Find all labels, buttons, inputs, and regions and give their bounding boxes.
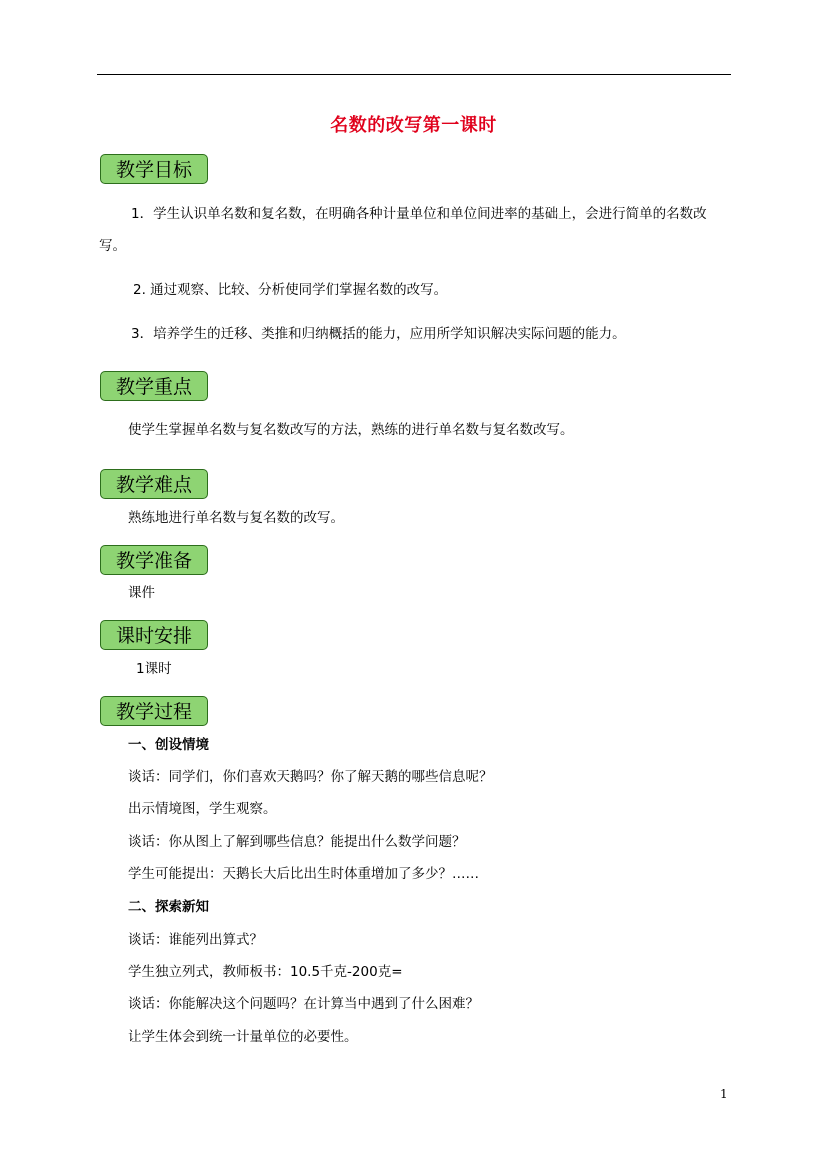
process-line: 学生可能提出：天鹅长大后比出生时体重增加了多少？…… [128, 866, 479, 882]
process-line: 谈话：你从图上了解到哪些信息？能提出什么数学问题？ [128, 834, 466, 850]
schedule-text: 1课时 [136, 661, 172, 677]
difficulty-text: 熟练地进行单名数与复名数的改写。 [128, 510, 344, 526]
section-heading-schedule: 课时安排 [100, 620, 208, 650]
process-line: 谈话：谁能列出算式？ [128, 932, 263, 948]
prep-text: 课件 [128, 585, 155, 601]
process-heading-2: 二、探索新知 [128, 899, 209, 915]
page-title: 名数的改写第一课时 [330, 115, 497, 136]
section-heading-key: 教学重点 [100, 371, 208, 401]
key-text: 使学生掌握单名数与复名数改写的方法，熟练的进行单名数与复名数改写。 [128, 422, 574, 438]
process-line: 谈话：你能解决这个问题吗？在计算当中遇到了什么困难？ [128, 996, 479, 1012]
process-line: 让学生体会到统一计量单位的必要性。 [128, 1029, 358, 1045]
goal-item-2: 2. 通过观察、比较、分析使同学们掌握名数的改写。 [133, 282, 448, 298]
process-line: 出示情境图，学生观察。 [128, 801, 277, 817]
process-heading-1: 一、创设情境 [128, 737, 209, 753]
page-number: 1 [720, 1087, 728, 1101]
process-line: 谈话：同学们，你们喜欢天鹅吗？你了解天鹅的哪些信息呢？ [128, 769, 493, 785]
section-heading-prep: 教学准备 [100, 545, 208, 575]
header-rule [97, 74, 731, 75]
goal-item-3: 3．培养学生的迁移、类推和归纳概括的能力，应用所学知识解决实际问题的能力。 [131, 326, 626, 342]
section-heading-process: 教学过程 [100, 696, 208, 726]
section-heading-difficulty: 教学难点 [100, 469, 208, 499]
process-line: 学生独立列式，教师板书：10.5千克-200克= [128, 964, 403, 980]
section-heading-goals: 教学目标 [100, 154, 208, 184]
goal-item-1: 1．学生认识单名数和复名数，在明确各种计量单位和单位间进率的基础上，会进行简单的名数改写。 [99, 206, 707, 254]
